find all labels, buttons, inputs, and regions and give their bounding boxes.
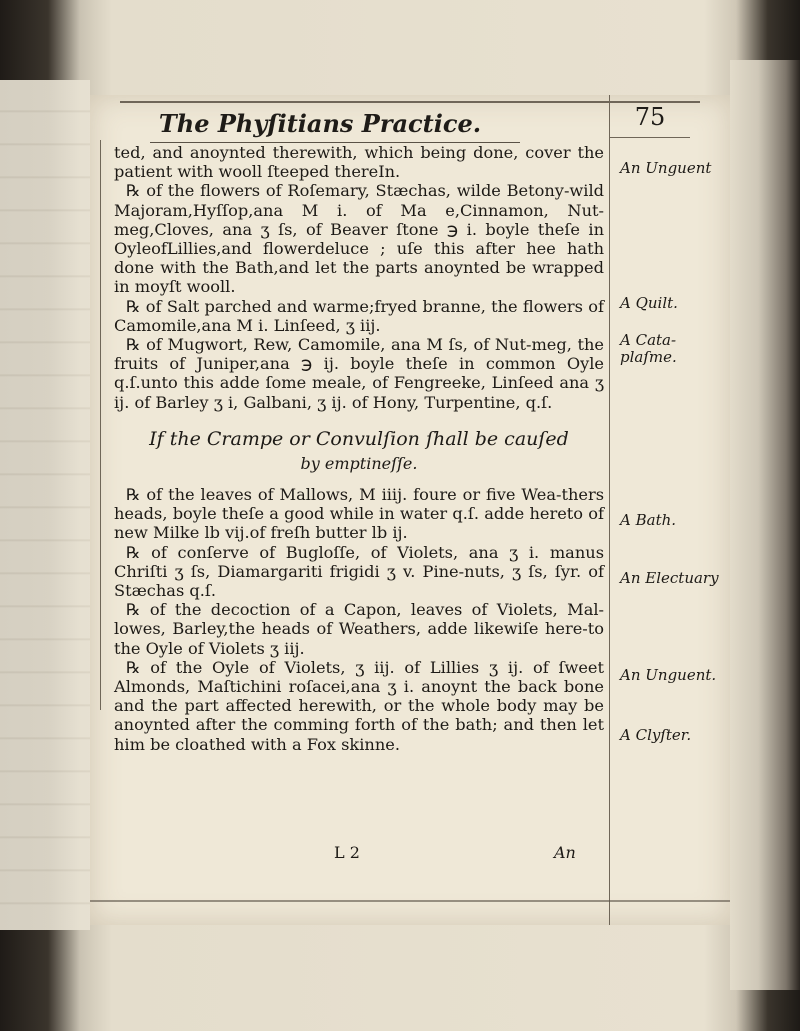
margin-note: An Electuary	[620, 569, 719, 587]
book-page	[90, 95, 730, 925]
signature-mark: L 2	[334, 843, 360, 862]
margin-divider	[609, 95, 610, 925]
catchword: An	[554, 843, 576, 862]
paragraph: ℞ of Mugwort, Rew, Camomile, ana M ſs, of Nut-meg, the fruits of Juniper,ana ℈ ij. boyle theſe in common Oyle q.ſ.unto this adde ſome meale, of Fengreeke, Linſeed ana ʒ ij. of Barley ʒ i, Galbani, ʒ ij. of Hony, Turpentine, q.ſ.	[114, 335, 604, 412]
margin-note: A Bath.	[620, 511, 677, 529]
page-bottom-edge	[90, 900, 730, 902]
paragraph: ℞ of the Oyle of Violets, ʒ iij. of Lillies ʒ ij. of ſweet Almonds, Maſtichini roſacei,ana ʒ i. anoynt the back bone and the part affected herewith, or the whole body may be anoynted after the comming forth of the bath; and then let him be cloathed with a Fox skinne.	[114, 657, 604, 754]
section-subheading: by emptineſſe.	[300, 453, 418, 473]
text-left-rule	[100, 140, 101, 710]
section-heading: If the Crampe or Convulſion ſhall be cauſed	[149, 427, 569, 450]
margin-note: A Clyſter.	[620, 726, 692, 744]
paragraph: ℞ of the flowers of Roſemary, Stæchas, wilde Betony-wild Majoram,Hyſſop,ana M i. of Ma e,Cinnamon, Nut-meg,Cloves, ana ʒ ſs, of Beaver ſtone ℈ i. boyle theſe in OyleofLillies,and flowerdeluce ; uſe this after hee hath done with the Bath,and let the parts anoynted be wrapped in moyſt wooll.	[114, 181, 604, 297]
folio-underline	[610, 137, 690, 138]
page-number: 75	[634, 103, 666, 131]
right-page-edge	[730, 60, 800, 990]
adjacent-page-edge	[0, 80, 90, 930]
margin-note: A Cata-plaſme.	[620, 331, 677, 366]
paragraph: ℞ of Salt parched and warme;fryed branne, the flowers of Camomile,ana M i. Linſeed, ʒ iij.	[114, 296, 604, 335]
paragraph: ted, and anoynted therewith, which being done, cover the patient with wooll ſteeped thereIn.	[114, 143, 604, 182]
margin-note: A Quilt.	[620, 294, 678, 312]
margin-note: An Unguent.	[620, 666, 717, 684]
paragraph: ℞ of conſerve of Bugloſſe, of Violets, ana ʒ i. manus Chriſti ʒ ſs, Diamargariti frigidi ʒ v. Pine-nuts, ʒ ſs, ſyr. of Stæchas q.ſ.	[114, 542, 604, 601]
paragraph: ℞ of the leaves of Mallows, M iiij. foure or five Wea-thers heads, boyle theſe a good while in water q.ſ. adde hereto of new Milke lb vij.of freſh butter lb ij.	[114, 485, 604, 543]
paragraph: ℞ of the decoction of a Capon, leaves of Violets, Mal-lowes, Barley,the heads of Weathers, adde likewiſe here-to the Oyle of Violets ʒ iij.	[114, 600, 604, 658]
margin-note: An Unguent	[620, 159, 712, 177]
running-head: The Phyſitians Practice.	[158, 109, 482, 138]
body-text	[114, 143, 604, 754]
